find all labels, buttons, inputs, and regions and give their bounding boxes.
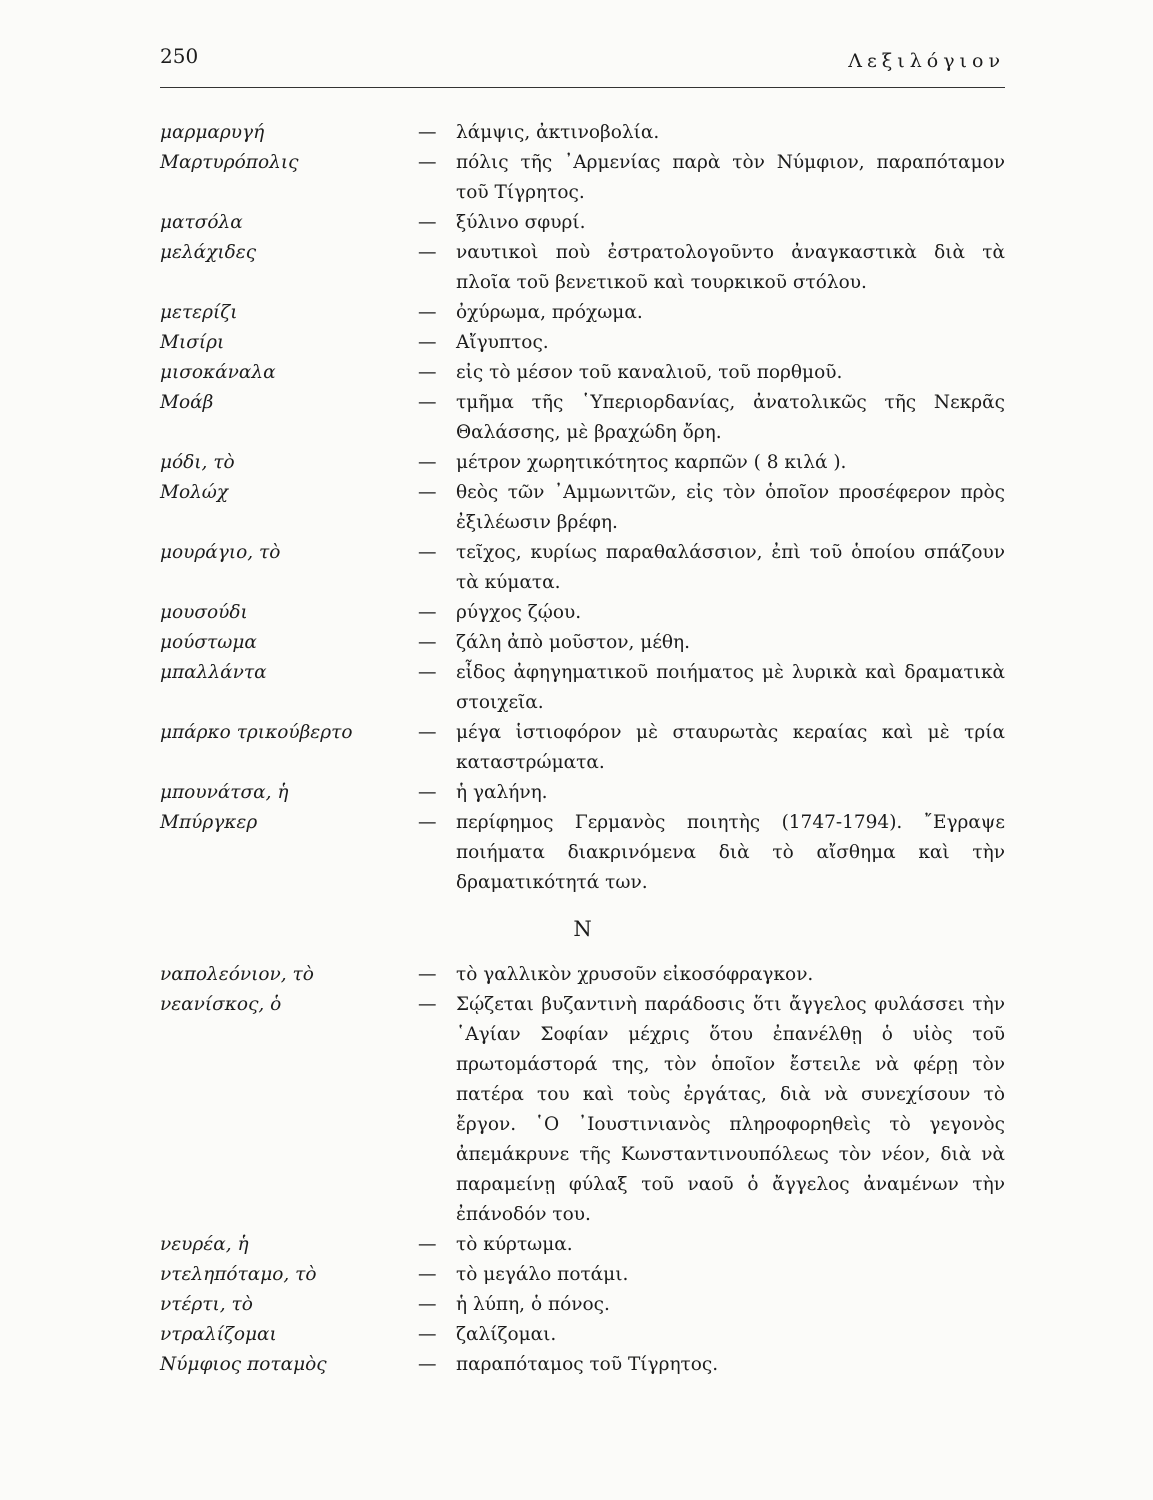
entry-dash: —: [418, 452, 437, 473]
glossary-entry: [160, 118, 1005, 148]
glossary-entry: [160, 358, 1005, 388]
entry-dash: —: [418, 1234, 437, 1255]
entry-term: ματσόλα: [160, 212, 243, 233]
entries-n: [160, 960, 1005, 1380]
entry-definition: Αἴγυπτος.: [456, 332, 549, 353]
entry-dash: —: [418, 1354, 437, 1375]
glossary-entry: [160, 1350, 1005, 1380]
glossary-entry: [160, 1230, 1005, 1260]
glossary-entry: [160, 990, 1005, 1230]
glossary-entry: [160, 328, 1005, 358]
entry-definition: ξύλινο σφυρί.: [456, 212, 586, 233]
entry-dash: —: [418, 542, 437, 563]
glossary-content: [160, 118, 1005, 1380]
entries-m: [160, 118, 1005, 898]
glossary-entry: [160, 718, 1005, 778]
entry-term: μπουνάτσα, ἡ: [160, 782, 289, 803]
glossary-entry: [160, 538, 1005, 598]
entry-term: μισοκάναλα: [160, 362, 276, 383]
entry-definition: ναυτικοὶ ποὺ ἐστρατολογοῦντο ἀναγκαστικὰ διὰ τὰ πλοῖα τοῦ βενετικοῦ καὶ τουρκικοῦ στόλου.: [456, 242, 1005, 293]
page-header: [160, 44, 1005, 84]
entry-dash: —: [418, 812, 437, 833]
glossary-entry: [160, 778, 1005, 808]
entry-dash: —: [418, 212, 437, 233]
header-rule: [160, 87, 1005, 88]
glossary-entry: [160, 1290, 1005, 1320]
entry-term: μαρμαρυγή: [160, 122, 265, 143]
entry-definition: τὸ γαλλικὸν χρυσοῦν εἰκοσόφραγκον.: [456, 964, 814, 985]
glossary-entry: [160, 658, 1005, 718]
entry-definition: εἰς τὸ μέσον τοῦ καναλιοῦ, τοῦ πορθμοῦ.: [456, 362, 843, 383]
entry-dash: —: [418, 152, 437, 173]
entry-dash: —: [418, 1324, 437, 1345]
entry-dash: —: [418, 332, 437, 353]
entry-dash: —: [418, 362, 437, 383]
entry-dash: —: [418, 994, 437, 1015]
entry-dash: —: [418, 602, 437, 623]
entry-definition: ἡ γαλήνη.: [456, 782, 548, 803]
entry-definition: θεὸς τῶν ᾿Αμμωνιτῶν, εἰς τὸν ὁποῖον προσέφερον πρὸς ἐξιλέωσιν βρέφη.: [456, 482, 1005, 533]
entry-term: Μοάβ: [160, 392, 214, 413]
glossary-entry: [160, 148, 1005, 208]
entry-term: νεανίσκος, ὁ: [160, 994, 282, 1015]
entry-dash: —: [418, 722, 437, 743]
glossary-entry: [160, 388, 1005, 448]
entry-dash: —: [418, 964, 437, 985]
glossary-entry: [160, 448, 1005, 478]
entry-term: ντέρτι, τὸ: [160, 1294, 253, 1315]
entry-dash: —: [418, 632, 437, 653]
entry-term: ντεληπόταμο, τὸ: [160, 1264, 317, 1285]
entry-term: Νύμφιος ποταμὸς: [160, 1354, 327, 1375]
entry-definition: μέτρον χωρητικότητος καρπῶν ( 8 κιλά ).: [456, 452, 847, 473]
entry-term: μουράγιο, τὸ: [160, 542, 281, 563]
entry-definition: παραπόταμος τοῦ Τίγρητος.: [456, 1354, 719, 1375]
glossary-entry: [160, 478, 1005, 538]
entry-dash: —: [418, 662, 437, 683]
entry-term: ντραλίζομαι: [160, 1324, 277, 1345]
glossary-entry: [160, 298, 1005, 328]
entry-term: μετερίζι: [160, 302, 238, 323]
entry-term: μπαλλάντα: [160, 662, 267, 683]
entry-definition: μέγα ἱστιοφόρον μὲ σταυρωτὰς κεραίας καὶ μὲ τρία καταστρώματα.: [456, 722, 1005, 773]
entry-definition: τὸ μεγάλο ποτάμι.: [456, 1264, 629, 1285]
entry-definition: περίφημος Γερμανὸς ποιητὴς (1747-1794). ῎Εγραψε ποιήματα διακρινόμενα διὰ τὸ αἴσθημα καὶ τὴν δραματικότητά των.: [456, 812, 1005, 893]
entry-term: μούστωμα: [160, 632, 257, 653]
entry-definition: ζάλη ἀπὸ μοῦστον, μέθη.: [456, 632, 691, 653]
entry-definition: πόλις τῆς ᾿Αρμενίας παρὰ τὸν Νύμφιον, παραπόταμον τοῦ Τίγρητος.: [456, 152, 1005, 203]
glossary-entry: [160, 208, 1005, 238]
entry-definition: ἡ λύπη, ὁ πόνος.: [456, 1294, 610, 1315]
section-letter: Ν: [573, 917, 592, 941]
entry-term: μελάχιδες: [160, 242, 257, 263]
glossary-entry: [160, 598, 1005, 628]
entry-definition: εἶδος ἀφηγηματικοῦ ποιήματος μὲ λυρικὰ καὶ δραματικὰ στοιχεῖα.: [456, 662, 1005, 713]
entry-term: μπάρκο τρικούβερτο: [160, 722, 353, 743]
entry-term: μουσούδι: [160, 602, 248, 623]
entry-term: μόδι, τὸ: [160, 452, 235, 473]
entry-definition: Σῴζεται βυζαντινὴ παράδοσις ὅτι ἄγγελος φυλάσσει τὴν ῾Αγίαν Σοφίαν μέχρις ὅτου ἐπανέλθῃ ὁ υἱὸς τοῦ πρωτομάστορά της, τὸν ὁποῖον ἔστειλε νὰ φέρῃ τὸν πατέρα του καὶ τοὺς ἐργάτας, διὰ νὰ συνεχίσουν τὸ ἔργον. ῾Ο ᾿Ιουστινιανὸς πληροφορηθεὶς τὸ γεγονὸς ἀπεμάκρυνε τῆς Κωνσταντινουπόλεως τὸν νέον, διὰ νὰ παραμείνῃ φύλαξ τοῦ ναοῦ ὁ ἄγγελος ἀναμένων τὴν ἐπάνοδόν του.: [456, 994, 1005, 1225]
page-number: 250: [160, 44, 199, 68]
glossary-entry: [160, 1260, 1005, 1290]
entry-term: Μισίρι: [160, 332, 225, 353]
entry-dash: —: [418, 1264, 437, 1285]
entry-definition: ζαλίζομαι.: [456, 1324, 557, 1345]
entry-definition: τὸ κύρτωμα.: [456, 1234, 573, 1255]
entry-term: ναπολεόνιον, τὸ: [160, 964, 314, 985]
entry-dash: —: [418, 302, 437, 323]
glossary-entry: [160, 960, 1005, 990]
entry-dash: —: [418, 242, 437, 263]
entry-dash: —: [418, 392, 437, 413]
entry-definition: ρύγχος ζῴου.: [456, 602, 582, 623]
entry-dash: —: [418, 782, 437, 803]
entry-term: Μαρτυρόπολις: [160, 152, 299, 173]
entry-definition: τεῖχος, κυρίως παραθαλάσσιον, ἐπὶ τοῦ ὁποίου σπάζουν τὰ κύματα.: [456, 542, 1005, 593]
entry-dash: —: [418, 1294, 437, 1315]
entry-definition: τμῆμα τῆς ῾Υπεριορδανίας, ἀνατολικῶς τῆς Νεκρᾶς Θαλάσσης, μὲ βραχώδη ὄρη.: [456, 392, 1005, 443]
entry-definition: λάμψις, ἀκτινοβολία.: [456, 122, 660, 143]
entry-term: νευρέα, ἡ: [160, 1234, 249, 1255]
running-title: Λεξιλόγιον: [848, 50, 1005, 72]
entry-dash: —: [418, 482, 437, 503]
glossary-entry: [160, 808, 1005, 898]
entry-term: Μπύργκερ: [160, 812, 258, 833]
entry-definition: ὀχύρωμα, πρόχωμα.: [456, 302, 643, 323]
glossary-entry: [160, 1320, 1005, 1350]
entry-dash: —: [418, 122, 437, 143]
glossary-entry: [160, 628, 1005, 658]
entry-term: Μολώχ: [160, 482, 229, 503]
glossary-entry: [160, 238, 1005, 298]
